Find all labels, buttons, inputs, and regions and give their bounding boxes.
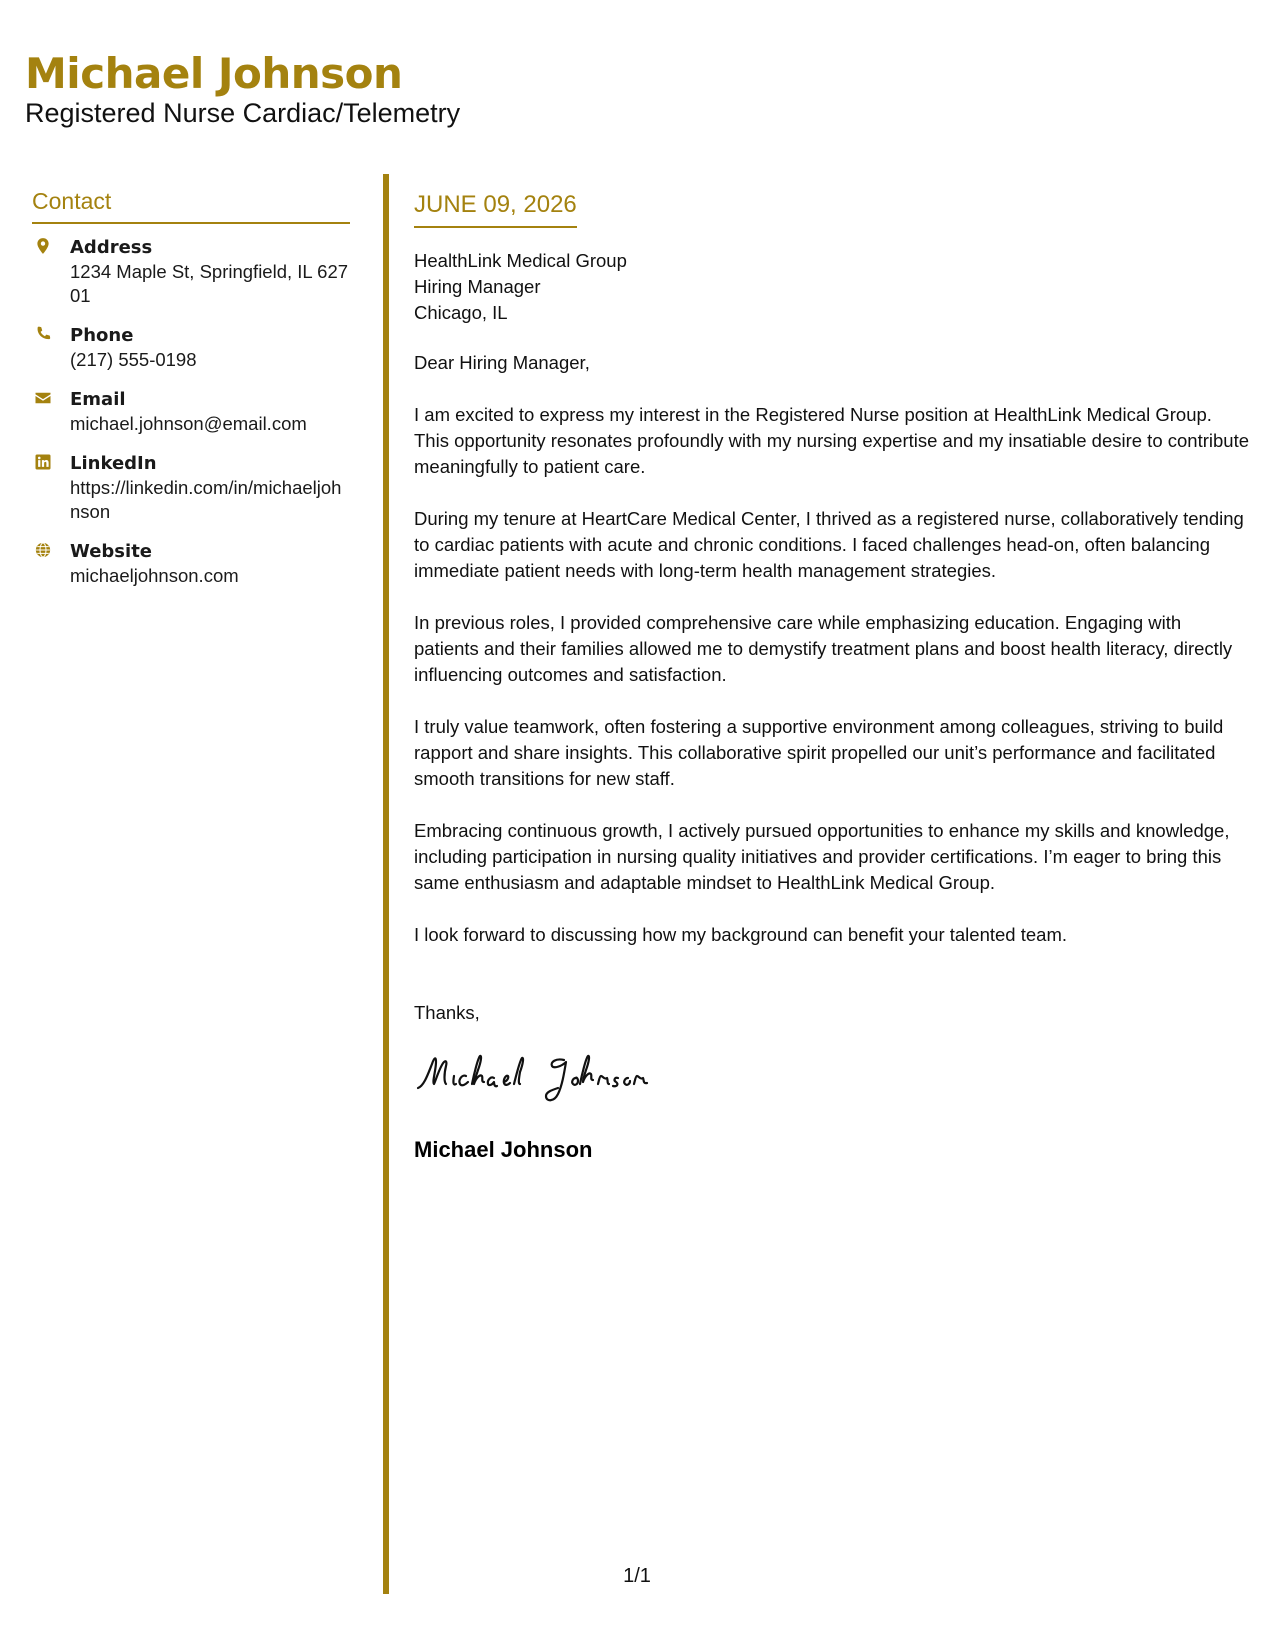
letter-paragraph: In previous roles, I provided comprehensive care while emphasizing education. Engaging with patients and their families allowed me to demystify treatment plans and boost health literacy, directly influencing outcomes and satisfaction. [414,612,1233,685]
letter-paragraph: I am excited to express my interest in the Registered Nurse position at HealthLink Medical Group. This opportunity resonates profoundly with my nursing expertise and my insatiable desire to contribute meaningfully to patient care. [414,404,1249,477]
phone-icon [34,325,52,343]
globe-icon [34,541,52,559]
linkedin-icon [34,453,52,471]
contact-item-phone [32,324,350,372]
page-number: 1/1 [623,1565,651,1587]
handwritten-signature [414,1046,1250,1116]
recipient-company: HealthLink Medical Group [414,250,627,271]
salutation: Dear Hiring Manager, [414,352,590,373]
letter-body [414,190,1250,1164]
contact-item-website [32,540,350,588]
contact-sidebar [32,186,350,604]
map-pin-icon [34,237,52,255]
recipient-block [414,248,1250,326]
letter-paragraph: Embracing continuous growth, I actively pursued opportunities to enhance my skills and knowledge, including participation in nursing quality initiatives and provider certifications. I’m eager to bring this same enthusiasm and adaptable mindset to HealthLink Medical Group. [414,820,1230,893]
envelope-icon [34,389,52,407]
contact-label: Email [70,389,126,410]
contact-label: Phone [70,325,134,346]
website-value[interactable]: michaeljohnson.com [70,565,239,586]
applicant-title: Registered Nurse Cardiac/Telemetry [25,98,461,128]
contact-item-linkedin [32,452,350,524]
contact-list [32,236,350,588]
address-value: 1234 Maple St, Springfield, IL 62701 [70,261,349,306]
contact-label: LinkedIn [70,453,157,474]
contact-item-email [32,388,350,436]
applicant-name: Michael Johnson [25,49,403,98]
closing: Thanks, [414,1002,480,1023]
linkedin-value[interactable]: https://linkedin.com/in/michaeljohnson [70,477,342,522]
email-value[interactable]: michael.johnson@email.com [70,413,307,434]
recipient-location: Chicago, IL [414,302,508,323]
vertical-divider [383,174,389,1594]
letter-paragraph: I truly value teamwork, often fostering a supportive environment among colleagues, striving to build rapport and share insights. This collaborative spirit propelled our unit’s performance and facilitated smooth transitions for new staff. [414,716,1224,789]
letter-paragraph: During my tenure at HeartCare Medical Center, I thrived as a registered nurse, collaboratively tending to cardiac patients with acute and chronic conditions. I faced challenges head-on, often balancing immediate patient needs with long-term health management strategies. [414,508,1244,581]
letter-paragraph: I look forward to discussing how my background can benefit your talented team. [414,924,1067,945]
contact-heading: Contact [32,186,350,224]
contact-label: Website [70,541,153,562]
contact-item-address [32,236,350,308]
letter-date: JUNE 09, 2026 [414,190,577,228]
phone-value: (217) 555-0198 [70,349,197,370]
recipient-role: Hiring Manager [414,276,541,297]
contact-label: Address [70,237,153,258]
signed-name: Michael Johnson [414,1137,593,1162]
